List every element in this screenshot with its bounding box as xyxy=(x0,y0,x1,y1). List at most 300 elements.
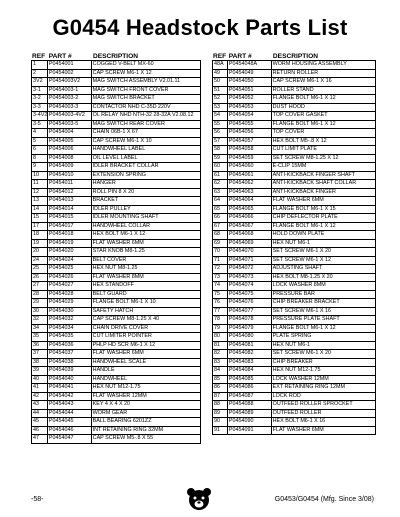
part-number-cell: P0454037 xyxy=(48,350,92,358)
part-number-cell: P0454003-2 xyxy=(48,95,92,103)
part-number-cell: P0454052 xyxy=(228,95,272,103)
ref-cell: 34 xyxy=(32,325,48,333)
ref-cell: 56 xyxy=(213,129,228,137)
table-row xyxy=(213,282,376,291)
part-number-cell: P0454029 xyxy=(48,299,92,307)
part-number-cell: P0454046 xyxy=(48,427,92,435)
part-number-cell: P0454053 xyxy=(228,104,272,112)
ref-cell: 51 xyxy=(213,87,228,95)
table-row xyxy=(213,121,376,130)
description-cell: EXT RETAINING RING 12MM xyxy=(272,384,376,392)
table-row xyxy=(32,223,201,232)
table-row xyxy=(32,121,201,130)
table-row xyxy=(213,172,376,181)
description-cell: TOP COVER xyxy=(272,129,376,137)
table-row xyxy=(32,316,201,325)
table-row xyxy=(213,265,376,274)
ref-cell: 37 xyxy=(32,350,48,358)
description-cell: HEX NUT M6-1 xyxy=(272,240,376,248)
ref-cell: 40 xyxy=(32,376,48,384)
ref-cell: 79 xyxy=(213,325,228,333)
table-row xyxy=(32,384,201,393)
part-number-cell: P0454030 xyxy=(48,308,92,316)
description-cell: IDLER BRACKET COLLAR xyxy=(92,163,201,171)
part-number-cell: P0454083 xyxy=(228,359,272,367)
table-row xyxy=(32,104,201,113)
ref-cell: 17 xyxy=(32,223,48,231)
col-ref: REF xyxy=(213,53,227,60)
ref-cell: 27 xyxy=(32,282,48,290)
part-number-cell: P0454068 xyxy=(228,231,272,239)
table-row xyxy=(213,163,376,172)
description-cell: PRESSURE PLATE SHAFT xyxy=(272,316,376,324)
description-cell: PLATE SPRING xyxy=(272,333,376,341)
part-number-cell: P0454071 xyxy=(228,257,272,265)
ref-cell: 87 xyxy=(213,393,228,401)
table-row xyxy=(213,112,376,121)
ref-cell: 12 xyxy=(32,189,48,197)
description-cell: HEX BOLT M5-.8 X 12 xyxy=(272,138,376,146)
table-row xyxy=(32,333,201,342)
part-number-cell: P0454017 xyxy=(48,223,92,231)
ref-cell: 52 xyxy=(213,95,228,103)
description-cell: CAP SCREW M5-.8 X 55 xyxy=(92,435,201,443)
part-number-cell: P0454036 xyxy=(48,342,92,350)
table-row xyxy=(213,376,376,385)
description-cell: ROLL PIN 8 X 20 xyxy=(92,189,201,197)
table-row xyxy=(213,248,376,257)
table-row xyxy=(32,214,201,223)
description-cell: MAG SWITCH ASSEMBLY V2.01.11 xyxy=(92,78,201,86)
description-cell: OIL LEVEL LABEL xyxy=(92,155,201,163)
ref-cell: 66 xyxy=(213,214,228,222)
table-row xyxy=(213,155,376,164)
description-cell: PRESSURE BAR xyxy=(272,291,376,299)
col-description: DESCRIPTION xyxy=(272,53,318,60)
part-number-cell: P0454012 xyxy=(48,189,92,197)
ref-cell: 80 xyxy=(213,333,228,341)
part-number-cell: P0454084 xyxy=(228,367,272,375)
part-number-cell: P0454035 xyxy=(48,333,92,341)
part-number-cell: P0454003-4V2 xyxy=(48,112,92,120)
description-cell: SET SCREW M6-1 X 12 xyxy=(272,257,376,265)
part-number-cell: P0454039 xyxy=(48,367,92,375)
part-number-cell: P0454061 xyxy=(228,172,272,180)
part-number-cell: P0454044 xyxy=(48,410,92,418)
ref-cell: 57 xyxy=(213,138,228,146)
table-row xyxy=(32,376,201,385)
table-row xyxy=(213,129,376,138)
ref-cell: 30 xyxy=(32,308,48,316)
ref-cell: 39 xyxy=(32,367,48,375)
part-number-cell: P0454045 xyxy=(48,418,92,426)
part-number-cell: P0454055 xyxy=(228,121,272,129)
ref-cell: 2 xyxy=(32,70,48,78)
description-cell: FLAT WASHER 8MM xyxy=(92,274,201,282)
table-row xyxy=(32,325,201,334)
ref-cell: 85 xyxy=(213,376,228,384)
table-row xyxy=(32,95,201,104)
description-cell: FLANGE BOLT M6-1 X 12 xyxy=(272,325,376,333)
table-row xyxy=(213,308,376,317)
ref-cell: 59 xyxy=(213,155,228,163)
description-cell: KEY 4 X 4 X 20 xyxy=(92,401,201,409)
table-row xyxy=(32,61,201,70)
part-number-cell: P0454091 xyxy=(228,427,272,435)
ref-cell: 43 xyxy=(32,401,48,409)
table-row xyxy=(32,299,201,308)
part-number-cell: P0454011 xyxy=(48,180,92,188)
part-number-cell: P0454064 xyxy=(228,197,272,205)
page-title: G0454 Headstock Parts List xyxy=(52,15,348,40)
page-number: -58- xyxy=(31,496,44,503)
part-number-cell: P0454075 xyxy=(228,291,272,299)
table-row xyxy=(32,112,201,121)
ref-cell: 50 xyxy=(213,78,228,86)
part-number-cell: P0454040 xyxy=(48,376,92,384)
col-part: PART # xyxy=(228,53,252,60)
ref-cell: 29 xyxy=(32,299,48,307)
ref-cell: 71 xyxy=(213,257,228,265)
description-cell: SET SCREW M6-1 X 20 xyxy=(272,248,376,256)
part-number-cell: P0454065 xyxy=(228,206,272,214)
ref-cell: 72 xyxy=(213,265,228,273)
table-row xyxy=(32,418,201,427)
description-cell: MAG SWITCH BRACKET xyxy=(92,95,201,103)
table-row xyxy=(32,282,201,291)
table-row xyxy=(32,189,201,198)
description-cell: CUT LIMITER POINTER xyxy=(92,333,201,341)
parts-table-left xyxy=(31,50,201,444)
description-cell: CAP SCREW M8-1.25 X 40 xyxy=(92,316,201,324)
table-row xyxy=(213,401,376,410)
description-cell: FLANGE BOLT M6-1 X 15 xyxy=(272,206,376,214)
table-row xyxy=(32,146,201,155)
ref-cell: 3-5 xyxy=(32,121,48,129)
description-cell: HEX STANDOFF xyxy=(92,282,201,290)
part-number-cell: P0454042 xyxy=(48,393,92,401)
part-number-cell: P0454018 xyxy=(48,231,92,239)
description-cell: ROLLER STAND xyxy=(272,87,376,95)
ref-cell: 6 xyxy=(32,146,48,154)
part-number-cell: P0454054 xyxy=(228,112,272,120)
ref-cell: 65 xyxy=(213,206,228,214)
description-cell: FLANGE BOLT M6-1 X 12 xyxy=(272,95,376,103)
ref-cell: 44 xyxy=(32,410,48,418)
table-row xyxy=(32,197,201,206)
part-number-cell: P0454089 xyxy=(228,410,272,418)
table-row xyxy=(32,70,201,79)
ref-cell: 89 xyxy=(213,410,228,418)
description-cell: FLAT WASHER 6MM xyxy=(272,197,376,205)
table-row xyxy=(32,138,201,147)
description-cell: WORM HOUSING ASSEMBLY xyxy=(272,61,376,69)
ref-cell: 15 xyxy=(32,214,48,222)
description-cell: HOLD DOWN PLATE xyxy=(272,231,376,239)
table-row xyxy=(213,78,376,87)
ref-cell: 20 xyxy=(32,248,48,256)
part-number-cell: P0454043 xyxy=(48,401,92,409)
part-number-cell: P0454077 xyxy=(228,308,272,316)
description-cell: CONTACTOR NHD C-35D 220V xyxy=(92,104,201,112)
description-cell: RETURN ROLLER xyxy=(272,70,376,78)
ref-cell: 3-1 xyxy=(32,87,48,95)
part-number-cell: P0454003-1 xyxy=(48,87,92,95)
part-number-cell: P0454048A xyxy=(228,61,272,69)
description-cell: HEX BOLT M8-1.25 X 20 xyxy=(272,274,376,282)
part-number-cell: P0454076 xyxy=(228,299,272,307)
description-cell: FLANGE BOLT M6-1 X 12 xyxy=(272,121,376,129)
description-cell: FLAT WASHER 6MM xyxy=(92,350,201,358)
part-number-cell: P0454003V2 xyxy=(48,78,92,86)
ref-cell: 55 xyxy=(213,121,228,129)
ref-cell: 77 xyxy=(213,308,228,316)
table-row xyxy=(32,393,201,402)
table-row xyxy=(213,231,376,240)
table-row xyxy=(32,240,201,249)
description-cell: LOCK WASHER 12MM xyxy=(272,376,376,384)
ref-cell: 36 xyxy=(32,342,48,350)
description-cell: CUT LIMIT PLATE xyxy=(272,146,376,154)
parts-table-right xyxy=(212,50,376,435)
description-cell: SET SCREW M8-1.25 X 12 xyxy=(272,155,376,163)
part-number-cell: P0454085 xyxy=(228,376,272,384)
ref-cell: 78 xyxy=(213,316,228,324)
table-row xyxy=(32,435,201,444)
description-cell: BRACKET xyxy=(92,197,201,205)
ref-cell: 10 xyxy=(32,172,48,180)
table-row xyxy=(213,418,376,427)
description-cell: WORM GEAR xyxy=(92,410,201,418)
part-number-cell: P0454088 xyxy=(228,401,272,409)
table-row xyxy=(32,265,201,274)
part-number-cell: P0454034 xyxy=(48,325,92,333)
part-number-cell: P0454020 xyxy=(48,248,92,256)
description-cell: HANDLE xyxy=(92,367,201,375)
table-row xyxy=(213,316,376,325)
table-row xyxy=(32,155,201,164)
ref-cell: 62 xyxy=(213,180,228,188)
part-number-cell: P0454014 xyxy=(48,206,92,214)
ref-cell: 86 xyxy=(213,384,228,392)
description-cell: OL RELAY NHD NTH-32 28-32A V2.08.12 xyxy=(92,112,201,120)
description-cell: HEX BOLT M6-1 X 16 xyxy=(272,418,376,426)
description-cell: BALL BEARING 6201ZZ xyxy=(92,418,201,426)
ref-cell: 53 xyxy=(213,104,228,112)
ref-cell: 45 xyxy=(32,418,48,426)
table-row xyxy=(32,257,201,266)
col-ref: REF xyxy=(32,53,46,60)
ref-cell: 81 xyxy=(213,342,228,350)
description-cell: MAG SWITCH FRONT COVER xyxy=(92,87,201,95)
description-cell: SAFETY HATCH xyxy=(92,308,201,316)
description-cell: HEX NUT M12-1.75 xyxy=(272,367,376,375)
part-number-cell: P0454060 xyxy=(228,163,272,171)
ref-cell: 58 xyxy=(213,146,228,154)
part-number-cell: P0454015 xyxy=(48,214,92,222)
ref-cell: 49 xyxy=(213,70,228,78)
description-cell: CAP SCREW M6-1 X 12 xyxy=(92,70,201,78)
part-number-cell: P0454066 xyxy=(228,214,272,222)
table-row xyxy=(213,325,376,334)
ref-cell: 24 xyxy=(32,257,48,265)
part-number-cell: P0454010 xyxy=(48,172,92,180)
part-number-cell: P0454070 xyxy=(228,248,272,256)
ref-cell: 3-2 xyxy=(32,95,48,103)
part-number-cell: P0454004 xyxy=(48,129,92,137)
table-row xyxy=(32,350,201,359)
description-cell: HANDWHEEL xyxy=(92,376,201,384)
table-row xyxy=(213,206,376,215)
col-part: PART # xyxy=(48,53,72,60)
table-row xyxy=(213,70,376,79)
ref-cell: 82 xyxy=(213,350,228,358)
table-row xyxy=(213,367,376,376)
model-info: G0453/G0454 (Mfg. Since 3/08) xyxy=(274,496,374,503)
ref-cell: 19 xyxy=(32,240,48,248)
col-description: DESCRIPTION xyxy=(92,53,138,60)
description-cell: ADJUSTING SHAFT xyxy=(272,265,376,273)
ref-cell: 28 xyxy=(32,291,48,299)
table-row xyxy=(32,172,201,181)
ref-cell: 14 xyxy=(32,206,48,214)
part-number-cell: P0454051 xyxy=(228,87,272,95)
ref-cell: 13 xyxy=(32,197,48,205)
table-row xyxy=(213,299,376,308)
ref-cell: 67 xyxy=(213,223,228,231)
description-cell: FLANGE BOLT M6-1 X 12 xyxy=(272,223,376,231)
description-cell: EXTENSION SPRING xyxy=(92,172,201,180)
description-cell: E-CLIP 15MM xyxy=(272,163,376,171)
part-number-cell: P0454079 xyxy=(228,325,272,333)
part-number-cell: P0454081 xyxy=(228,342,272,350)
ref-cell: 18 xyxy=(32,231,48,239)
part-number-cell: P0454062 xyxy=(228,180,272,188)
description-cell: CAP SCREW M6-1 X 16 xyxy=(272,78,376,86)
part-number-cell: P0454006 xyxy=(48,146,92,154)
part-number-cell: P0454002 xyxy=(48,70,92,78)
table-row xyxy=(213,274,376,283)
part-number-cell: P0454013 xyxy=(48,197,92,205)
table-row xyxy=(213,214,376,223)
table-row xyxy=(32,78,201,87)
ref-cell: 76 xyxy=(213,299,228,307)
description-cell: HANDWHEEL SCALE xyxy=(92,359,201,367)
table-row xyxy=(213,359,376,368)
ref-cell: 5 xyxy=(32,138,48,146)
table-row xyxy=(213,95,376,104)
part-number-cell: P0454069 xyxy=(228,240,272,248)
table-row xyxy=(213,180,376,189)
ref-cell: 41 xyxy=(32,384,48,392)
part-number-cell: P0454090 xyxy=(228,418,272,426)
description-cell: FLANGE BOLT M6-1 X 10 xyxy=(92,299,201,307)
ref-cell: 38 xyxy=(32,359,48,367)
part-number-cell: P0454082 xyxy=(228,350,272,358)
ref-cell: 74 xyxy=(213,282,228,290)
description-cell: FLAT WASHER 12MM xyxy=(92,393,201,401)
ref-cell: 90 xyxy=(213,418,228,426)
table-row xyxy=(213,197,376,206)
table-row xyxy=(32,180,201,189)
description-cell: ANTI-KICKBACK SHAFT COLLAR xyxy=(272,180,376,188)
description-cell: IDLER PULLEY xyxy=(92,206,201,214)
table-row xyxy=(213,104,376,113)
table-row xyxy=(213,189,376,198)
description-cell: STAR KNOB M8-1.25 xyxy=(92,248,201,256)
description-cell: HEX NUT M8-1.25 xyxy=(92,265,201,273)
parts-rows-right xyxy=(212,60,376,435)
description-cell: HEX NUT M6-1 xyxy=(272,342,376,350)
part-number-cell: P0454032 xyxy=(48,316,92,324)
table-row xyxy=(32,129,201,138)
ref-cell: 47 xyxy=(32,435,48,443)
description-cell: CHIP BREAKER BRACKET xyxy=(272,299,376,307)
ref-cell: 73 xyxy=(213,274,228,282)
ref-cell: 75 xyxy=(213,291,228,299)
description-cell: IDLER MOUNTING SHAFT xyxy=(92,214,201,222)
description-cell: TOP COVER GASKET xyxy=(272,112,376,120)
table-row xyxy=(32,367,201,376)
ref-cell: 83 xyxy=(213,359,228,367)
description-cell: LOCK ROD xyxy=(272,393,376,401)
ref-cell: 63 xyxy=(213,189,228,197)
ref-cell: 60 xyxy=(213,163,228,171)
part-number-cell: P0454025 xyxy=(48,265,92,273)
table-row xyxy=(213,333,376,342)
part-number-cell: P0454087 xyxy=(228,393,272,401)
part-number-cell: P0454008 xyxy=(48,155,92,163)
ref-cell: 46 xyxy=(32,427,48,435)
table-row xyxy=(32,206,201,215)
table-row xyxy=(213,393,376,402)
description-cell: HEX BOLT M6-1 X 12 xyxy=(92,231,201,239)
table-row xyxy=(213,61,376,70)
description-cell: CHIP BREAKER xyxy=(272,359,376,367)
description-cell: ANTI-KICKBACK FINGER SHAFT xyxy=(272,172,376,180)
part-number-cell: P0454086 xyxy=(228,384,272,392)
ref-cell: 61 xyxy=(213,172,228,180)
table-row xyxy=(32,87,201,96)
table-row xyxy=(213,384,376,393)
table-row xyxy=(213,146,376,155)
table-row xyxy=(32,359,201,368)
ref-cell: 35 xyxy=(32,333,48,341)
ref-cell: 4 xyxy=(32,129,48,137)
description-cell: SET SCREW M6-1 X 16 xyxy=(272,308,376,316)
table-row xyxy=(213,350,376,359)
part-number-cell: P0454038 xyxy=(48,359,92,367)
table-header xyxy=(212,50,376,60)
part-number-cell: P0454003-3 xyxy=(48,104,92,112)
table-row xyxy=(213,410,376,419)
bear-head-icon xyxy=(186,486,212,512)
description-cell: HANDWHEEL COLLAR xyxy=(92,223,201,231)
part-number-cell: P0454080 xyxy=(228,333,272,341)
description-cell: FLAT WASHER 6MM xyxy=(92,240,201,248)
part-number-cell: P0454026 xyxy=(48,274,92,282)
table-row xyxy=(213,257,376,266)
part-number-cell: P0454063 xyxy=(228,189,272,197)
part-number-cell: P0454009 xyxy=(48,163,92,171)
description-cell: OUTFEED ROLLER xyxy=(272,410,376,418)
description-cell: CAP SCREW M6-1 X 10 xyxy=(92,138,201,146)
description-cell: HANGER xyxy=(92,180,201,188)
table-row xyxy=(213,291,376,300)
part-number-cell: P0454056 xyxy=(228,129,272,137)
ref-cell: 25 xyxy=(32,265,48,273)
description-cell: HEX NUT M12-1.75 xyxy=(92,384,201,392)
